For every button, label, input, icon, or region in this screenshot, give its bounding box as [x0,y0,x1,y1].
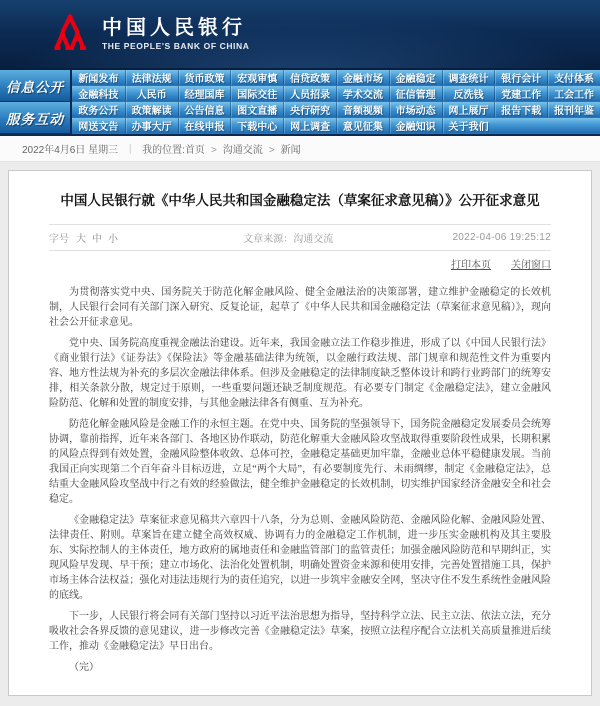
nav-item[interactable]: 网上展厅 [442,102,495,117]
breadcrumb [0,136,600,162]
nav-item[interactable]: 网上调查 [283,118,336,133]
article-body [9,275,591,695]
nav-item[interactable]: 人民币 [125,86,178,101]
nav-item[interactable]: 信贷政策 [283,70,336,85]
nav-row [72,86,600,102]
nav-item[interactable]: 报告下载 [494,102,547,117]
font-size-option[interactable]: 小 [108,234,118,245]
nav-item[interactable]: 网送文告 [78,122,119,133]
site-header [0,0,600,68]
nav-item[interactable]: 音频视频 [336,102,389,117]
nav-row [72,70,600,86]
article-datetime: 2022-04-06 19:25:12 [452,232,551,243]
nav-group-label[interactable]: 信息公开 [0,70,72,102]
nav-item[interactable]: 图文直播 [230,102,283,117]
article-source: 沟通交流 [293,234,334,245]
pboc-logo-icon[interactable] [52,14,88,54]
article-paragraph: 下一步，人民银行将会同有关部门坚持以习近平法治思想为指导，坚持科学立法、民主立法、依法立法，充分吸收社会各界反馈的意见建议，进一步修改完善《金融稳定法》草案，按照立法程序配合立法机关高质量推进后续工作，推动《金融稳定法》早日出台。 [49,611,551,652]
article-container [8,170,592,696]
breadcrumb-link[interactable]: 新闻 [280,145,301,156]
main-navigation [0,68,600,136]
nav-item[interactable]: 央行研究 [283,102,336,117]
nav-item[interactable]: 人员招录 [283,86,336,101]
nav-rows [72,102,600,134]
nav-item[interactable]: 关于我们 [442,118,495,133]
page-title: 中国人民银行就《中华人民共和国金融稳定法（草案征求意见稿）》公开征求意见 [60,193,540,208]
nav-item[interactable]: 支付体系 [547,70,600,85]
article-paragraph: 《金融稳定法》草案征求意见稿共六章四十八条，分为总则、金融风险防范、金融风险化解、金融风险处置、法律责任、附则。草案旨在建立健全高效权威、协调有力的金融稳定工作机制，进一步压实金融机构及其主要股东、实际控制人的主体责任，地方政府的属地责任和金融监管部门的监管责任；加强金融风险防范和早期纠正，实现风险早发现、早干预；建立市场化、法治化处置机制，明确处置资金来源和使用安排，完善处置措施工具，保护市场主体合法权益；强化对违法违规行为的责任追究，以进一步筑牢金融安全网，坚决守住不发生系统性金融风险的底线。 [49,515,551,601]
current-date: 2022年4月6日 星期三 [22,145,119,156]
nav-item[interactable]: 办事大厅 [125,118,178,133]
nav-item[interactable]: 调查统计 [442,70,495,85]
nav-item[interactable]: 宏观审慎 [230,70,283,85]
breadcrumb-link[interactable]: 首页 [184,145,205,156]
nav-item[interactable]: 经理国库 [178,86,231,101]
nav-group-0 [0,70,600,102]
nav-item[interactable]: 金融科技 [78,90,119,101]
nav-item[interactable]: 反洗钱 [442,86,495,101]
location-label: 我的位置: [142,145,185,156]
print-page-link[interactable]: 打印本页 [451,260,491,271]
article-ending: （完） [69,662,99,673]
nav-item[interactable]: 报刊年鉴 [547,102,600,117]
nav-item[interactable]: 学术交流 [336,86,389,101]
nav-item[interactable]: 在线申报 [178,118,231,133]
source-label: 文章来源： [243,234,294,245]
nav-item[interactable]: 工会工作 [547,86,600,101]
nav-item[interactable]: 政策解读 [125,102,178,117]
font-size-controls [76,230,124,245]
page-actions [9,251,591,275]
breadcrumb-trail [185,141,301,156]
nav-item[interactable]: 征信管理 [389,86,442,101]
nav-row [72,102,600,118]
nav-item[interactable]: 货币政策 [178,70,231,85]
article-meta [9,225,591,250]
nav-row [72,118,600,134]
article-paragraph: 党中央、国务院高度重视金融法治建设。近年来，我国金融立法工作稳步推进，形成了以《中国人民银行法》《商业银行法》《证券法》《保险法》等金融基础法律为统领，以金融行政法规、部门规章和规范性文件为重要内容、地方性法规为补充的多层次金融法律体系。但涉及金融稳定的法律制度缺乏整体设计和跨行业跨部门的统筹安排，相关条款分散，规定过于原则，一些重要问题还缺乏制度规范。有必要专门制定《金融稳定法》，建立金融风险防范、化解和处置的制度安排，与其他金融法律各有侧重、互为补充。 [49,338,551,409]
close-window-link[interactable]: 关闭窗口 [511,260,551,271]
font-size-option[interactable]: 大 [76,234,86,245]
nav-item[interactable]: 市场动态 [389,102,442,117]
nav-item[interactable]: 政务公开 [78,106,119,117]
nav-item[interactable]: 下载中心 [230,118,283,133]
bank-name-en: THE PEOPLE'S BANK OF CHINA [102,40,250,51]
nav-item[interactable]: 新闻发布 [78,74,119,85]
nav-item[interactable]: 金融市场 [336,70,389,85]
nav-rows [72,70,600,102]
article-paragraph: 防范化解金融风险是金融工作的永恒主题。在党中央、国务院的坚强领导下，国务院金融稳定发展委员会统筹协调，靠前指挥，近年来各部门、各地区协作联动，防范化解重大金融风险攻坚战取得重要阶段性成果，长期积累的风险点得到有效处置，金融风险整体收敛、总体可控，金融稳定基础更加牢靠，金融业总体平稳健康发展。当前我国正向实现第二个百年奋斗目标迈进，立足“两个大局”，有必要制度先行、未雨绸缪，制定《金融稳定法》，总结重大金融风险攻坚战中行之有效的经验做法，健全维护金融稳定的长效机制，切实维护国家经济金融安全和社会稳定。 [49,419,551,505]
breadcrumb-separator: ｜ [125,145,136,156]
breadcrumb-arrow: > [268,145,275,156]
nav-item[interactable]: 公告信息 [178,102,231,117]
font-size-label: 字号 [49,234,69,245]
nav-group-1 [0,102,600,134]
nav-item[interactable]: 意见征集 [336,118,389,133]
nav-item[interactable]: 金融稳定 [389,70,442,85]
font-size-option[interactable]: 中 [92,234,102,245]
breadcrumb-arrow: > [210,145,217,156]
article-paragraph: 为贯彻落实党中央、国务院关于防范化解金融风险、健全金融法治的决策部署，建立维护金融稳定的长效机制，人民银行会同有关部门深入研究、反复论证，起草了《中华人民共和国金融稳定法（草案征求意见稿）》，现向社会公开征求意见。 [49,287,551,328]
nav-item[interactable]: 国际交往 [230,86,283,101]
bank-name-cn: 中国人民银行 [102,16,246,39]
nav-item[interactable]: 法律法规 [125,70,178,85]
breadcrumb-link[interactable]: 沟通交流 [222,145,263,156]
nav-item[interactable]: 银行会计 [494,70,547,85]
nav-group-label[interactable]: 服务互动 [0,102,72,134]
nav-item[interactable]: 金融知识 [389,118,442,133]
nav-item[interactable]: 党建工作 [494,86,547,101]
